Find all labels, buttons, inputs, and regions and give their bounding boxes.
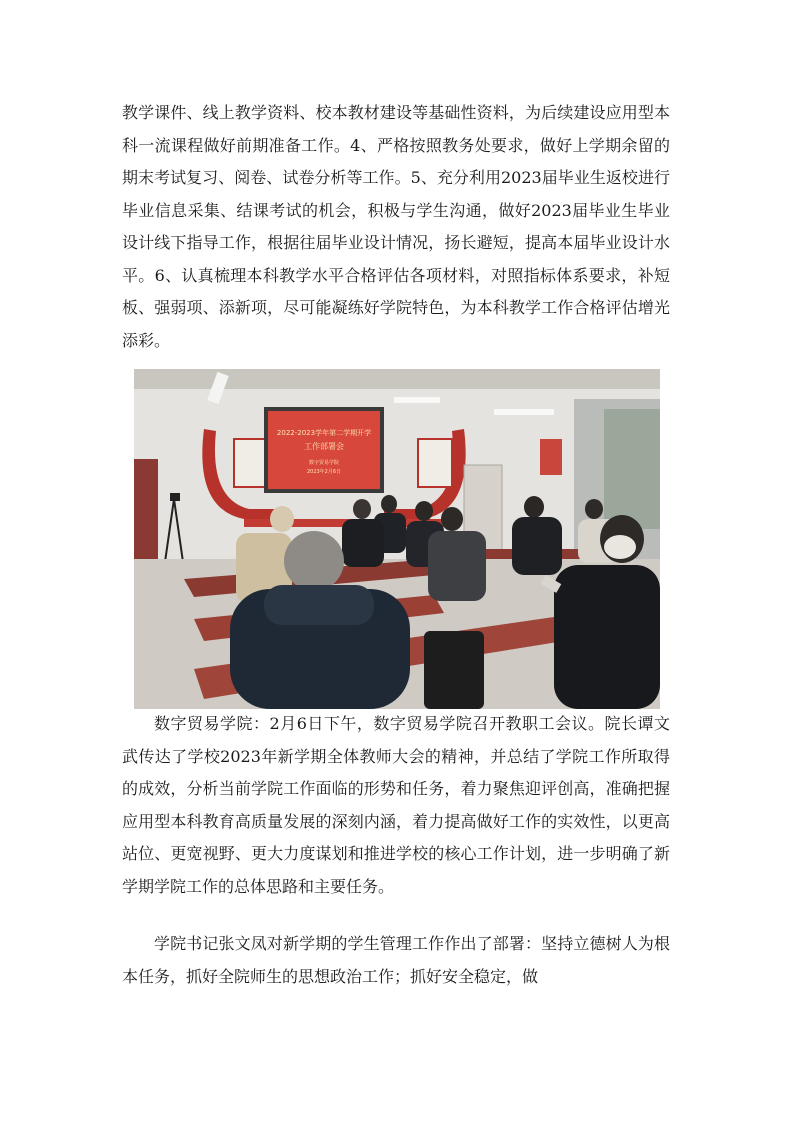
- screen-title-2: 工作部署会: [304, 442, 344, 451]
- meeting-photo-illustration: [134, 369, 660, 709]
- paragraph-continued: 教学课件、线上教学资料、校本教材建设等基础性资料，为后续建设应用型本科一流课程做好前期准备工作。4、严格按照教务处要求，做好上学期余留的期末考试复习、阅卷、试卷分析等工作。5、充分利用2023届毕业生返校进行毕业信息采集、结课考试的机会，积极与学生沟通，做好2023届毕业生毕业设计线下指导工作，根据往届毕业设计情况，扬长避短，提高本届毕业设计水平。6、认真梳理本科教学水平合格评估各项材料，对照指标体系要求，补短板、强弱项、添新项，尽可能凝练好学院特色，为本科教学工作合格评估增光添彩。: [122, 103, 670, 350]
- paragraph-secretary: 学院书记张文凤对新学期的学生管理工作作出了部署：坚持立德树人为根本任务，抓好全院师生的思想政治工作；抓好安全稳定，做: [122, 934, 670, 986]
- body-text-bottom: [122, 708, 670, 903]
- screen-title-1: 2022-2023学年第二学期开学: [276, 429, 372, 437]
- screen-subtitle-1: 数字贸易学院: [308, 460, 340, 466]
- paragraph-digital-trade: 数字贸易学院：2月6日下午，数字贸易学院召开教职工会议。院长谭文武传达了学校2023年新学期全体教师大会的精神，并总结了学院工作所取得的成效，分析当前学院工作面临的形势和任务，着力聚焦迎评创高，准确把握应用型本科教育高质量发展的深刻内涵，着力提高做好工作的实效性，以更高站位、更宽视野、更大力度谋划和推进学校的核心工作计划，进一步明确了新学期学院工作的总体思路和主要任务。: [122, 714, 670, 896]
- screen-subtitle-2: 2023年2月6日: [306, 469, 342, 475]
- body-text-bottom-2: [122, 928, 670, 993]
- body-text-top: [122, 97, 670, 357]
- meeting-photo: [134, 369, 660, 709]
